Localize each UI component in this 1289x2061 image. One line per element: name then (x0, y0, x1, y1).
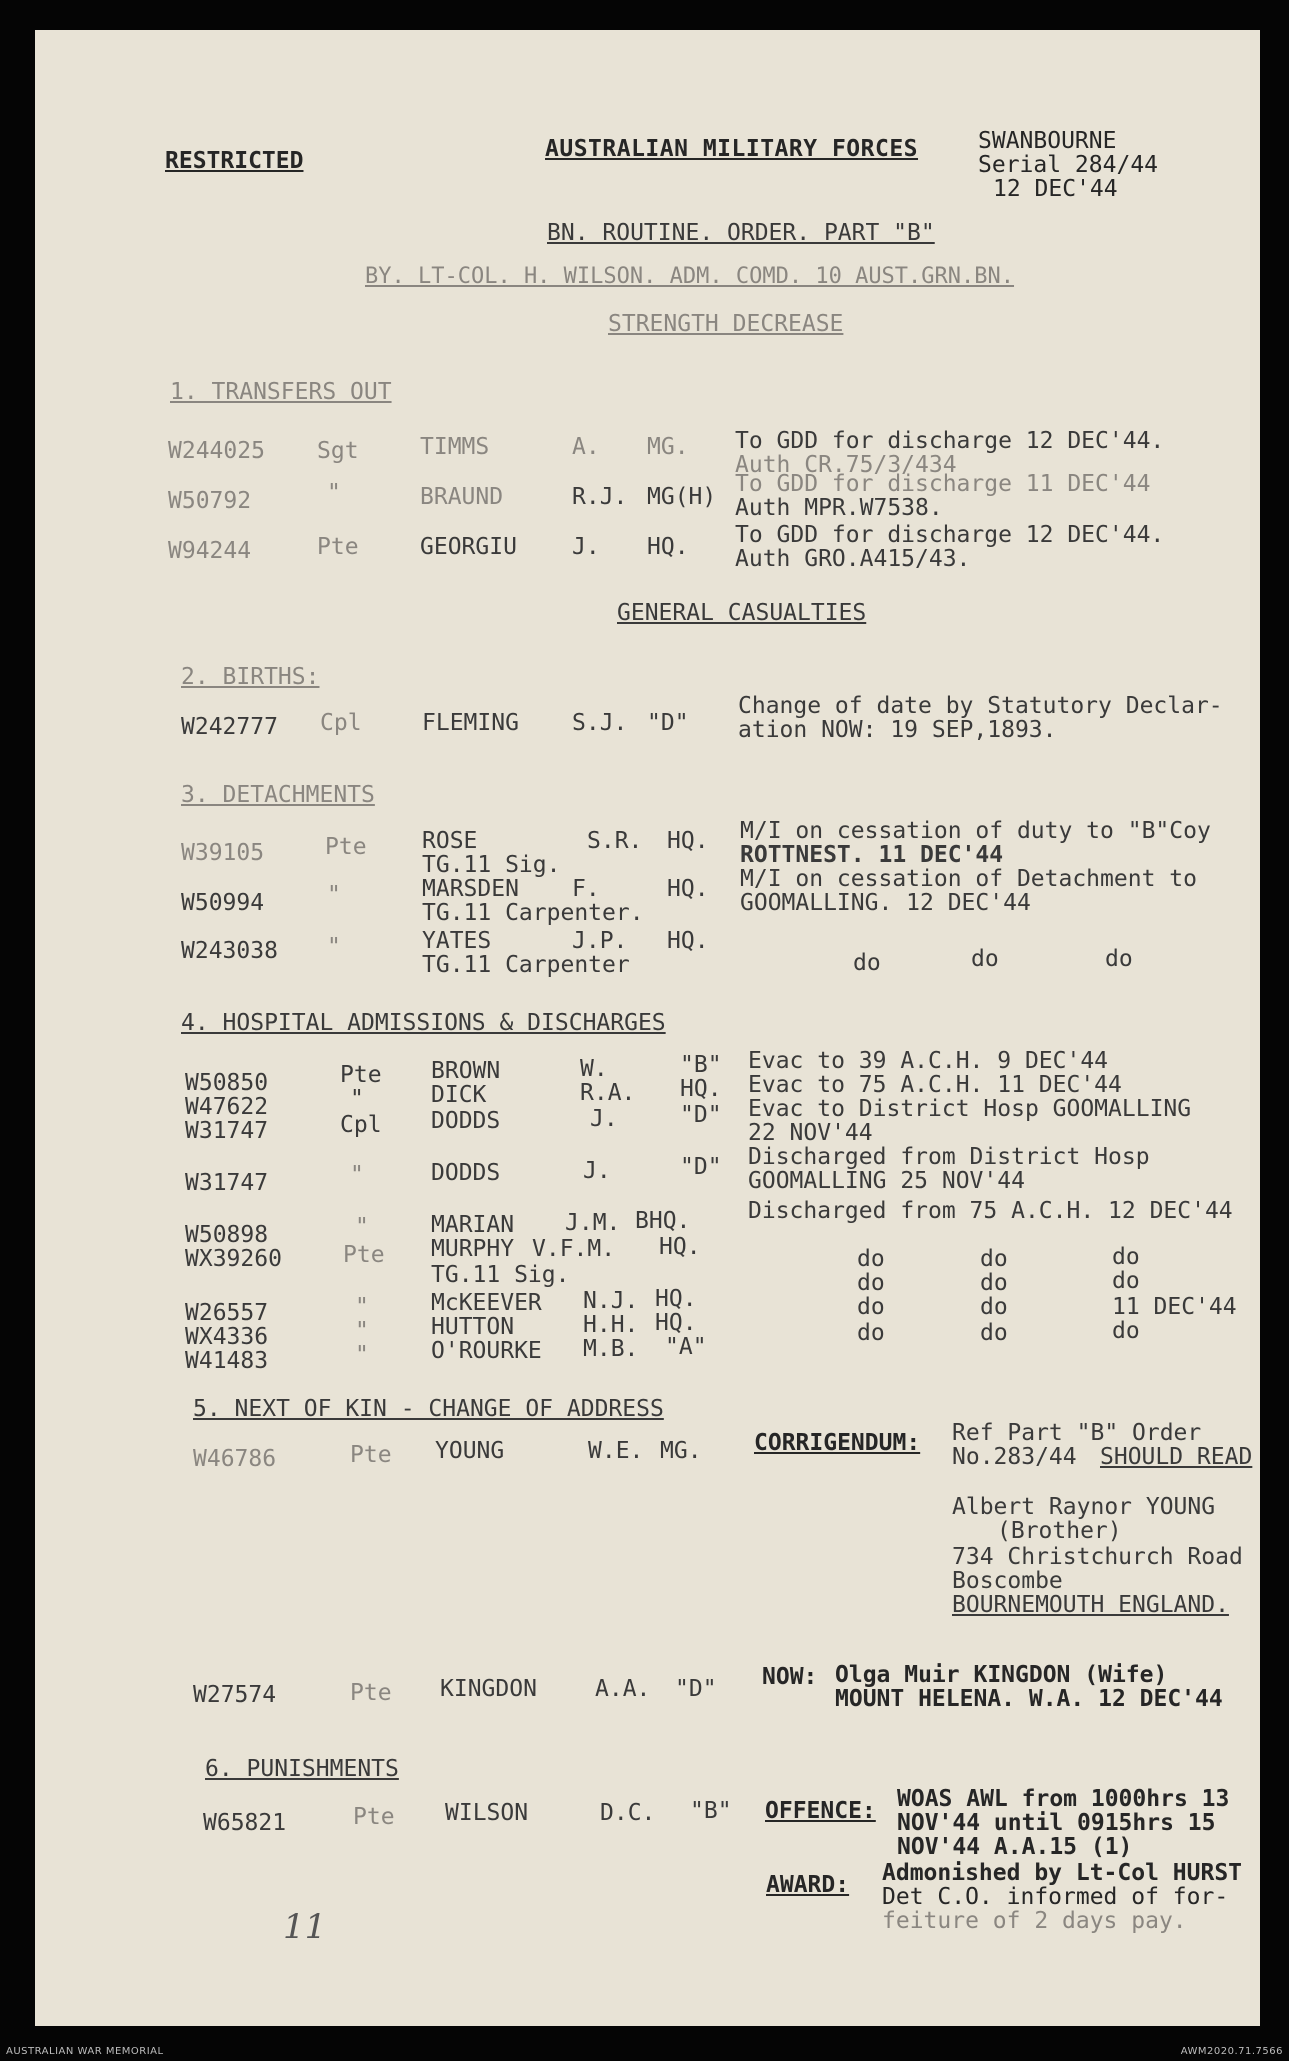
service-number: W47622 (185, 1094, 269, 1120)
footer-archive-label: AUSTRALIAN WAR MEMORIAL (6, 2046, 164, 2057)
offence-label: OFFENCE: (765, 1798, 876, 1824)
rank: Pte (340, 1062, 382, 1088)
service-number: W31747 (185, 1118, 269, 1144)
service-number: W242777 (181, 714, 278, 740)
unit: "B" (680, 1052, 722, 1078)
surname: McKEEVER (431, 1290, 542, 1316)
document-page (35, 30, 1260, 2026)
rank: Pte (343, 1242, 385, 1268)
surname: GEORGIU (420, 534, 517, 560)
sub-detail: TG.11 Carpenter (422, 952, 630, 978)
force-heading: AUSTRALIAN MILITARY FORCES (545, 136, 919, 162)
unit: BHQ. (635, 1208, 691, 1234)
surname: DICK (431, 1082, 487, 1108)
initials: R.J. (572, 484, 628, 510)
remark-line: Discharged from District Hosp (748, 1144, 1150, 1170)
initials: J.P. (572, 928, 628, 954)
sub-detail: TG.11 Sig. (422, 852, 561, 878)
initials: F. (572, 876, 600, 902)
service-number: WX4336 (185, 1324, 269, 1350)
ditto-mark: do (980, 1320, 1008, 1346)
general-casualties-heading: GENERAL CASUALTIES (617, 600, 867, 626)
surname: O'ROURKE (431, 1338, 542, 1364)
remark-line: GOOMALLING 25 NOV'44 (748, 1168, 1025, 1194)
address-line: (Brother) (997, 1518, 1122, 1544)
sub-detail: TG.11 Sig. (431, 1262, 570, 1288)
unit: "D" (675, 1676, 717, 1702)
initials: D.C. (600, 1800, 656, 1826)
initials: J. (583, 1158, 611, 1184)
service-number: W50792 (168, 488, 252, 514)
unit: HQ. (667, 876, 709, 902)
rank: " (327, 882, 341, 908)
serial-number: Serial 284/44 (978, 152, 1159, 178)
unit: HQ. (655, 1286, 697, 1312)
remark-line: Olga Muir KINGDON (Wife) (835, 1662, 1168, 1688)
service-number: W31747 (185, 1170, 269, 1196)
ditto-mark: do (980, 1294, 1008, 1320)
unit: "D" (680, 1154, 722, 1180)
remark-line: MOUNT HELENA. W.A. 12 DEC'44 (835, 1686, 1223, 1712)
initials: N.J. (583, 1288, 639, 1314)
ditto-mark: do (980, 1270, 1008, 1296)
remark-line: M/I on cessation of Detachment to (740, 866, 1197, 892)
unit: HQ. (647, 534, 689, 560)
ditto-mark: do (1112, 1244, 1140, 1270)
rank: Pte (353, 1804, 395, 1830)
service-number: W27574 (193, 1682, 277, 1708)
surname: YATES (422, 928, 492, 954)
unit: "B" (690, 1798, 732, 1824)
service-number: WX39260 (185, 1246, 282, 1272)
surname: MURPHY (431, 1236, 515, 1262)
address-line: BOURNEMOUTH ENGLAND. (952, 1592, 1229, 1618)
award-label: AWARD: (766, 1872, 850, 1898)
rank: " (355, 1342, 369, 1368)
initials: H.H. (583, 1312, 639, 1338)
remark-line: No.283/44 (952, 1444, 1077, 1470)
service-number: W50850 (185, 1070, 269, 1096)
rank: Pte (317, 534, 359, 560)
initials: S.R. (587, 828, 643, 854)
service-number: W50994 (181, 890, 265, 916)
ditto-mark: do (1112, 1268, 1140, 1294)
remark-line: Auth MPR.W7538. (735, 495, 943, 521)
award-line: feiture of 2 days pay. (882, 1908, 1187, 1934)
surname: BRAUND (420, 484, 504, 510)
births-heading: 2. BIRTHS: (181, 664, 320, 690)
unit: MG(H) (647, 484, 717, 510)
service-number: W243038 (181, 938, 278, 964)
service-number: W244025 (168, 438, 265, 464)
rank: " (350, 1162, 364, 1188)
rank: Cpl (320, 710, 362, 736)
remark-line: Auth CR.75/3/434 (735, 452, 957, 478)
surname: YOUNG (435, 1438, 505, 1464)
sub-detail: TG.11 Carpenter. (422, 900, 644, 926)
surname: DODDS (431, 1108, 501, 1134)
ditto-mark: do (1112, 1318, 1140, 1344)
ditto-mark: do (1105, 946, 1133, 972)
unit: "A" (665, 1334, 707, 1360)
unit: HQ. (667, 828, 709, 854)
initials: V.F.M. (532, 1236, 616, 1262)
rank: Pte (350, 1680, 392, 1706)
remark-line: ROTTNEST. 11 DEC'44 (740, 842, 1004, 868)
remark-line: Evac to 39 A.C.H. 9 DEC'44 (748, 1048, 1109, 1074)
location: SWANBOURNE (978, 128, 1117, 154)
remark-line: 22 NOV'44 (748, 1120, 873, 1146)
service-number: W94244 (168, 538, 252, 564)
surname: TIMMS (420, 434, 490, 460)
surname: MARSDEN (422, 876, 519, 902)
ditto-mark: 11 DEC'44 (1112, 1294, 1237, 1320)
footer-accession-number: AWM2020.71.7566 (1180, 2046, 1283, 2057)
address-line: 734 Christchurch Road (952, 1544, 1243, 1570)
surname: MARIAN (431, 1212, 515, 1238)
ditto-mark: do (857, 1320, 885, 1346)
award-line: Det C.O. informed of for- (882, 1884, 1229, 1910)
remark-line: M/I on cessation of duty to "B"Coy (740, 818, 1211, 844)
surname: FLEMING (422, 710, 519, 736)
handwritten-mark: 11 (283, 1907, 327, 1947)
initials: A.A. (595, 1676, 651, 1702)
initials: J.M. (565, 1210, 621, 1236)
remark-line: To GDD for discharge 12 DEC'44. (735, 522, 1165, 548)
unit: "D" (680, 1102, 722, 1128)
rank: " (355, 1318, 369, 1344)
surname: HUTTON (431, 1314, 515, 1340)
unit: MG. (647, 434, 689, 460)
remark-line: GOOMALLING. 12 DEC'44 (740, 890, 1031, 916)
address-line: Albert Raynor YOUNG (952, 1494, 1216, 1520)
service-number: W26557 (185, 1300, 269, 1326)
now-label: NOW: (762, 1664, 818, 1690)
section-heading: STRENGTH DECREASE (608, 311, 844, 337)
award-line: Admonished by Lt-Col HURST (882, 1860, 1243, 1886)
initials: W. (580, 1056, 608, 1082)
transfers-heading: 1. TRANSFERS OUT (170, 379, 392, 405)
order-title: BN. ROUTINE. ORDER. PART "B" (547, 220, 935, 246)
rank: " (327, 480, 341, 506)
unit: HQ. (655, 1310, 697, 1336)
rank: " (327, 934, 341, 960)
surname: ROSE (422, 828, 478, 854)
initials: J. (590, 1106, 618, 1132)
service-number: W41483 (185, 1348, 269, 1374)
unit: HQ. (667, 928, 709, 954)
ditto-mark: do (857, 1270, 885, 1296)
remark-line: To GDD for discharge 11 DEC'44 (735, 471, 1151, 497)
rank: " (355, 1214, 369, 1240)
remark-line: SHOULD READ (1100, 1444, 1253, 1470)
by-line: BY. LT-COL. H. WILSON. ADM. COMD. 10 AUST.GRN.BN. (365, 264, 1015, 289)
unit: "D" (647, 710, 689, 736)
offence-line: WOAS AWL from 1000hrs 13 (897, 1786, 1230, 1812)
initials: A. (572, 434, 600, 460)
service-number: W65821 (203, 1810, 287, 1836)
rank: " (355, 1294, 369, 1320)
rank: Sgt (317, 438, 359, 464)
ditto-mark: do (857, 1294, 885, 1320)
remark-line: Evac to District Hosp GOOMALLING (748, 1096, 1192, 1122)
next-of-kin-heading: 5. NEXT OF KIN - CHANGE OF ADDRESS (193, 1396, 664, 1422)
ditto-mark: do (857, 1246, 885, 1272)
service-number: W39105 (181, 840, 265, 866)
remark-line: Discharged from 75 A.C.H. 12 DEC'44 (748, 1198, 1233, 1224)
service-number: W50898 (185, 1222, 269, 1248)
unit: HQ. (680, 1076, 722, 1102)
surname: WILSON (445, 1800, 529, 1826)
offence-line: NOV'44 A.A.15 (1) (897, 1834, 1133, 1860)
detachments-heading: 3. DETACHMENTS (181, 782, 375, 808)
initials: R.A. (580, 1080, 636, 1106)
restricted-label: RESTRICTED (165, 148, 304, 174)
rank: Pte (325, 834, 367, 860)
rank: " (350, 1086, 364, 1112)
hospital-heading: 4. HOSPITAL ADMISSIONS & DISCHARGES (181, 1010, 666, 1036)
ditto-mark: do (980, 1246, 1008, 1272)
initials: J. (572, 534, 600, 560)
remark-line: Auth GRO.A415/43. (735, 546, 971, 572)
surname: KINGDON (440, 1676, 537, 1702)
remark-line: Evac to 75 A.C.H. 11 DEC'44 (748, 1072, 1122, 1098)
offence-line: NOV'44 until 0915hrs 15 (897, 1810, 1216, 1836)
unit: HQ. (659, 1234, 701, 1260)
initials: S.J. (572, 710, 628, 736)
rank: Cpl (340, 1112, 382, 1138)
rank: Pte (350, 1442, 392, 1468)
surname: BROWN (431, 1058, 501, 1084)
unit: MG. (660, 1438, 702, 1464)
remark-line: Ref Part "B" Order (952, 1420, 1202, 1446)
remark-line: To GDD for discharge 12 DEC'44. (735, 428, 1165, 454)
initials: W.E. (588, 1438, 644, 1464)
address-line: Boscombe (952, 1568, 1063, 1594)
remark-line: ation NOW: 19 SEP,1893. (738, 717, 1057, 743)
remark-line: Change of date by Statutory Declar- (738, 693, 1223, 719)
punishments-heading: 6. PUNISHMENTS (205, 1756, 399, 1782)
initials: M.B. (583, 1336, 639, 1362)
ditto-mark: do (853, 950, 881, 976)
ditto-mark: do (971, 946, 999, 972)
surname: DODDS (431, 1160, 501, 1186)
corrigendum-label: CORRIGENDUM: (754, 1430, 921, 1456)
order-date: 12 DEC'44 (993, 176, 1118, 202)
service-number: W46786 (193, 1446, 277, 1472)
